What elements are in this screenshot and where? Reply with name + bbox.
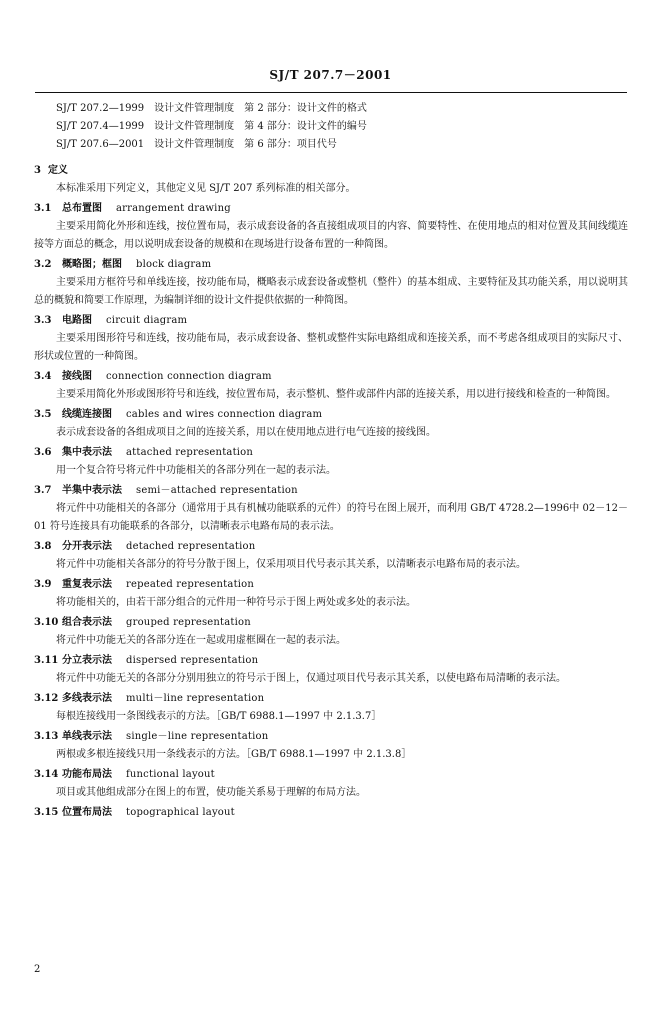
- term-definition: 用一个复合符号将元件中功能相关的各部分列在一起的表示法。: [56, 465, 336, 476]
- section-number: 3: [34, 165, 41, 176]
- term-number: 3.5: [34, 409, 52, 420]
- term-chinese: 单线表示法: [62, 731, 112, 742]
- term-heading: [34, 804, 628, 822]
- term-chinese: 集中表示法: [62, 447, 112, 458]
- term-english: dispersed representation: [126, 655, 259, 666]
- section-intro: 本标准采用下列定义，其他定义见 SJ/T 207 系列标准的相关部分。: [56, 183, 356, 194]
- term-heading: [34, 652, 628, 670]
- term-number: 3.11: [34, 655, 59, 666]
- header-rule: [35, 92, 627, 93]
- term-definition: 将元件中功能无关的各部分连在一起或用虚框圈在一起的表示法。: [56, 635, 346, 646]
- term-number: 3.6: [34, 447, 52, 458]
- term-english: attached representation: [126, 447, 254, 458]
- term-number: 3.10: [34, 617, 59, 628]
- term-chinese: 分开表示法: [62, 541, 112, 552]
- term-number: 3.2: [34, 259, 52, 270]
- term-definition: 主要采用简化外形和连线，按位置布局，表示成套设备的各直接组成项目的内容、简要特性、在使用地点的相对位置及其间线缆连接等方面总的概念，用以说明成套设备的规模和在现场进行设备布置的一种简图。: [34, 221, 628, 250]
- term-chinese: 位置布局法: [62, 807, 112, 818]
- term-heading: [34, 728, 628, 746]
- term-number: 3.15: [34, 807, 59, 818]
- term-chinese: 接线图: [62, 371, 92, 382]
- term-english: cables and wires connection diagram: [126, 409, 323, 420]
- section-heading: [34, 162, 628, 180]
- term-english: circuit diagram: [106, 315, 188, 326]
- term-english: detached representation: [126, 541, 256, 552]
- document-body: [34, 100, 628, 822]
- term-definition: 将元件中功能无关的各部分分别用独立的符号示于图上，仅通过项目代号表示其关系，以使电路布局清晰的表示法。: [56, 673, 566, 684]
- term-number: 3.8: [34, 541, 52, 552]
- term-english: functional layout: [126, 769, 215, 780]
- term-english: arrangement drawing: [116, 203, 231, 214]
- term-chinese: 线缆连接图: [62, 409, 112, 420]
- term-chinese: 组合表示法: [62, 617, 112, 628]
- term-heading: [34, 312, 628, 330]
- term-chinese: 重复表示法: [62, 579, 112, 590]
- term-number: 3.13: [34, 731, 59, 742]
- term-number: 3.12: [34, 693, 59, 704]
- term-number: 3.3: [34, 315, 52, 326]
- term-english: repeated representation: [126, 579, 255, 590]
- term-definition: 将元件中功能相关的各部分（通常用于具有机械功能联系的元件）的符号在图上展开，而利用 GB/T 4728.2—1996中 02－12－01 符号连接具有功能联系的各部分，以清晰表示电路布局的表示法。: [34, 503, 628, 532]
- term-definition: 将功能相关的，由若干部分组合的元件用一种符号示于图上两处或多处的表示法。: [56, 597, 416, 608]
- term-number: 3.14: [34, 769, 59, 780]
- term-definition: 主要采用简化外形或图形符号和连线，按位置布局，表示整机、整件或部件内部的连接关系，用以进行接线和检查的一种简图。: [56, 389, 616, 400]
- term-definition: 主要采用方框符号和单线连接，按功能布局，概略表示成套设备或整机（整件）的基本组成、主要特征及其功能关系，用以说明其总的概貌和简要工作原理，为编制详细的设计文件提供依据的一种简图。: [34, 277, 628, 306]
- reference-item: SJ/T 207.4—1999 设计文件管理制度 第 4 部分：设计文件的编号: [56, 121, 367, 132]
- term-definition: 将元件中功能相关各部分的符号分散于图上，仅采用项目代号表示其关系，以清晰表示电路布局的表示法。: [56, 559, 526, 570]
- reference-list: [34, 100, 628, 154]
- term-english: topographical layout: [126, 807, 235, 818]
- term-definition: 主要采用图形符号和连线，按功能布局，表示成套设备、整机或整件实际电路组成和连接关系，而不考虑各组成项目的实际尺寸、形状或位置的一种简图。: [34, 333, 628, 362]
- term-heading: [34, 444, 628, 462]
- page-header-title: SJ/T 207.7－2001: [269, 68, 392, 82]
- term-english: grouped representation: [126, 617, 251, 628]
- term-chinese: 概略图；框图: [62, 259, 122, 270]
- term-chinese: 半集中表示法: [62, 485, 122, 496]
- term-english: connection connection diagram: [106, 371, 272, 382]
- term-chinese: 电路图: [62, 315, 92, 326]
- term-heading: [34, 256, 628, 274]
- page-number: 2: [34, 964, 41, 975]
- term-number: 3.4: [34, 371, 52, 382]
- term-heading: [34, 538, 628, 556]
- term-definition: 每根连接线用一条图线表示的方法。［GB/T 6988.1—1997 中 2.1.3.7］: [56, 711, 382, 722]
- term-number: 3.9: [34, 579, 52, 590]
- term-heading: [34, 766, 628, 784]
- term-definition: 两根或多根连接线只用一条线表示的方法。［GB/T 6988.1—1997 中 2.1.3.8］: [56, 749, 412, 760]
- term-definition: 表示成套设备的各组成项目之间的连接关系，用以在使用地点进行电气连接的接线图。: [56, 427, 436, 438]
- term-chinese: 总布置图: [62, 203, 102, 214]
- term-number: 3.1: [34, 203, 52, 214]
- reference-item: SJ/T 207.6—2001 设计文件管理制度 第 6 部分：项目代号: [56, 139, 337, 150]
- reference-item: SJ/T 207.2—1999 设计文件管理制度 第 2 部分：设计文件的格式: [56, 103, 367, 114]
- term-heading: [34, 482, 628, 500]
- term-heading: [34, 690, 628, 708]
- term-number: 3.7: [34, 485, 52, 496]
- term-definition: 项目或其他组成部分在图上的布置，使功能关系易于理解的布局方法。: [56, 787, 366, 798]
- section-title: 定义: [47, 165, 68, 176]
- term-heading: [34, 614, 628, 632]
- term-chinese: 多线表示法: [62, 693, 112, 704]
- term-english: single－line representation: [126, 731, 269, 742]
- term-english: block diagram: [136, 259, 212, 270]
- term-english: multi－line representation: [126, 693, 265, 704]
- term-english: semi－attached representation: [136, 485, 298, 496]
- term-heading: [34, 576, 628, 594]
- term-heading: [34, 368, 628, 386]
- term-heading: [34, 406, 628, 424]
- term-list: [34, 200, 628, 822]
- term-heading: [34, 200, 628, 218]
- term-chinese: 功能布局法: [62, 769, 112, 780]
- term-chinese: 分立表示法: [62, 655, 112, 666]
